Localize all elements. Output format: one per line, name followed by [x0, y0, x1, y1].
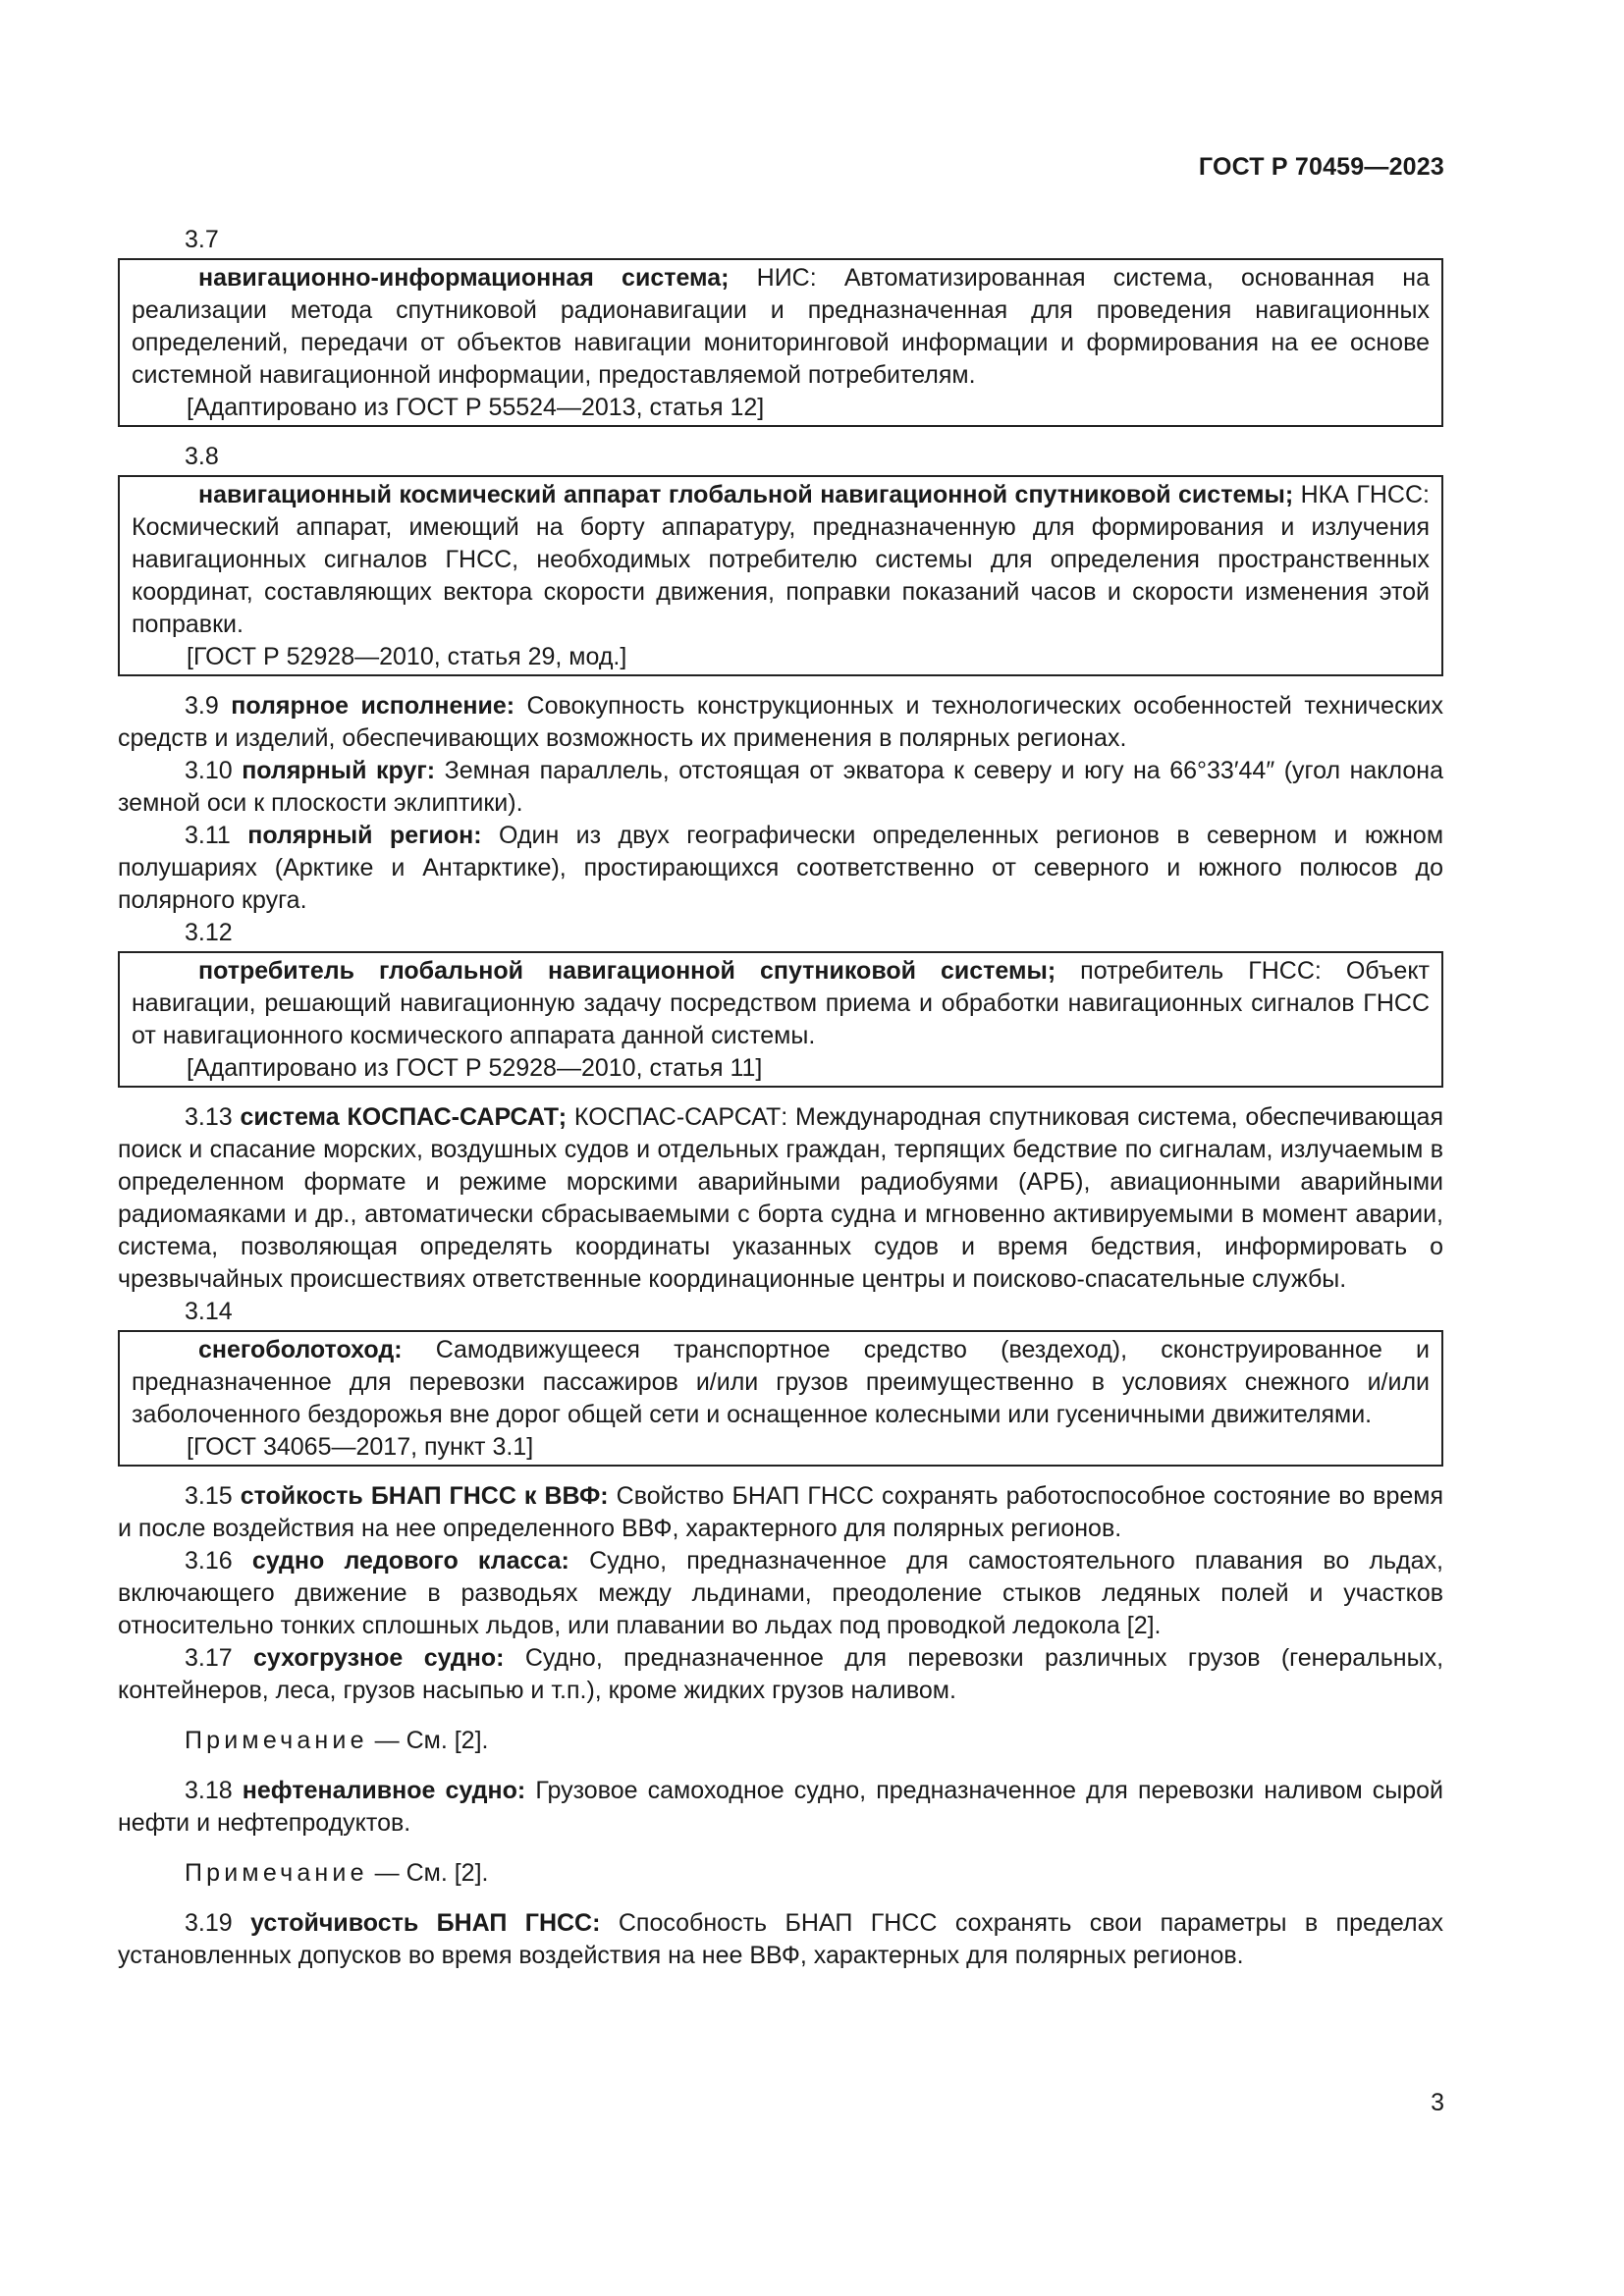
note-label-3-17: Примечание [185, 1727, 368, 1754]
clause-3-11 [118, 820, 1443, 917]
term-3-10: полярный круг: [242, 757, 436, 784]
clause-number-3-12: 3.12 [185, 919, 233, 946]
definition-3-12 [132, 955, 1430, 1052]
term-3-14: снегоболотоход: [198, 1336, 403, 1363]
source-3-14: [ГОСТ 34065—2017, пункт 3.1] [187, 1433, 534, 1461]
definition-text-3-19: Способность БНАП ГНСС сохранять свои параметры в пределах установленных допусков во время воздействия на нее ВВФ, характерных для полярных регионов. [118, 1909, 1443, 1969]
term-3-11: полярный регион: [247, 822, 482, 849]
term-3-13: система КОСПАС-САРСАТ; [240, 1103, 568, 1131]
term-3-9: полярное исполнение: [231, 692, 515, 720]
definition-text-3-14: Самодвижущееся транспортное средство (вездеход), сконструированное и предназначенное для перевозки пассажиров и/или грузов преимущественно в условиях снежного и/или заболоченного бездорожья вне дорог общей сети и оснащенное колесными или гусеничными движителями. [132, 1336, 1430, 1428]
definition-text-3-11: Один из двух географически определенных регионов в северном и южном полушариях (Арктике и Антарктике), простирающихся соответственно от северного и южного полюсов до полярного круга. [118, 822, 1444, 914]
source-3-7: [Адаптировано из ГОСТ Р 55524—2013, статья 12] [187, 394, 765, 421]
note-text-3-17: — См. [2]. [367, 1727, 489, 1754]
clause-3-16 [118, 1545, 1443, 1642]
definition-text-3-12: потребитель ГНСС: Объект навигации, решающий навигационную задачу посредством приема и обработки навигационных сигналов ГНСС от навигационного космического аппарата данной системы. [132, 957, 1430, 1049]
definition-3-7 [132, 262, 1430, 392]
clause-3-17 [118, 1642, 1443, 1707]
term-3-12: потребитель глобальной навигационной спутниковой системы; [198, 957, 1056, 985]
term-3-15: стойкость БНАП ГНСС к ВВФ: [240, 1482, 609, 1510]
source-3-12: [Адаптировано из ГОСТ Р 52928—2010, статья 11] [187, 1054, 763, 1082]
note-label-3-18: Примечание [185, 1859, 368, 1887]
document-id: ГОСТ Р 70459—2023 [1198, 153, 1444, 181]
definition-text-3-9: Совокупность конструкционных и технологических особенностей технических средств и изделий, обеспечивающих возможность их применения в полярных регионах. [118, 692, 1443, 752]
document-body [118, 224, 1443, 1972]
term-box-3-12 [118, 951, 1443, 1088]
term-3-18: нефтеналивное судно: [242, 1777, 526, 1804]
clause-number-3-11: 3.11 [185, 822, 248, 849]
definition-3-14 [132, 1334, 1430, 1431]
note-3-17 [118, 1725, 1443, 1757]
clause-number-3-19: 3.19 [185, 1909, 251, 1937]
term-3-8: навигационный космический аппарат глобальной навигационной спутниковой системы; [198, 481, 1294, 508]
clause-3-15 [118, 1480, 1443, 1545]
clause-number-3-10: 3.10 [185, 757, 243, 784]
clause-3-10 [118, 755, 1443, 820]
clause-number-3-9: 3.9 [185, 692, 232, 720]
term-box-3-14 [118, 1330, 1443, 1467]
term-3-19: устойчивость БНАП ГНСС: [250, 1909, 601, 1937]
term-box-3-7 [118, 258, 1443, 427]
clause-3-18 [118, 1775, 1443, 1840]
note-text-3-18: — См. [2]. [367, 1859, 489, 1887]
definition-text-3-16: Судно, предназначенное для самостоятельного плавания во льдах, включающего движение в разводьях между льдинами, преодоление стыков ледяных полей и участков относительно тонких сплошных льдов, или плавании во льдах под проводкой ледокола [2]. [118, 1547, 1443, 1639]
term-3-17: сухогрузное судно: [253, 1644, 505, 1672]
clause-number-3-7: 3.7 [185, 226, 219, 253]
definition-text-3-15: Свойство БНАП ГНСС сохранять работоспособное состояние во время и после воздействия на нее определенного ВВФ, характерного для полярных регионов. [118, 1482, 1443, 1542]
clause-3-19 [118, 1907, 1443, 1972]
definition-text-3-7: НИС: Автоматизированная система, основанная на реализации метода спутниковой радионавигации и предназначенная для проведения навигационных определений, передачи от объектов навигации мониторинговой информации и формирования на ее основе системной навигационной информации, предоставляемой потребителям. [132, 264, 1430, 389]
definition-text-3-10: Земная параллель, отстоящая от экватора к северу и югу на 66°33′44″ (угол наклона земной оси к плоскости эклиптики). [118, 757, 1443, 817]
clause-number-3-16: 3.16 [185, 1547, 252, 1575]
definition-text-3-13: КОСПАС-САРСАТ: Международная спутниковая система, обеспечивающая поиск и спасание морских, воздушных судов и отдельных граждан, терпящих бедствие по сигналам, излучаемым в определенном формате и режиме морскими аварийными радиобуями (АРБ), авиационными аварийными радиомаяками и др., автоматически сбрасываемыми с борта судна и мгновенно активируемыми в момент аварии, система, позволяющая определять координаты указанных судов и время бедствия, информировать о чрезвычайных происшествиях ответственные координационные центры и поисково-спасательные службы. [118, 1103, 1443, 1293]
term-box-3-8 [118, 475, 1443, 676]
term-3-7: навигационно-информационная система; [198, 264, 730, 292]
definition-3-8 [132, 479, 1430, 641]
clause-number-3-15: 3.15 [185, 1482, 241, 1510]
term-3-16: судно ледового класса: [251, 1547, 569, 1575]
definition-text-3-17: Судно, предназначенное для перевозки различных грузов (генеральных, контейнеров, леса, грузов насыпью и т.п.), кроме жидких грузов наливом. [118, 1644, 1444, 1704]
clause-number-3-18: 3.18 [185, 1777, 243, 1804]
clause-number-3-14: 3.14 [185, 1298, 233, 1325]
clause-number-3-13: 3.13 [185, 1103, 241, 1131]
page-number: 3 [1431, 2089, 1444, 2116]
definition-text-3-8: НКА ГНСС: Космический аппарат, имеющий на борту аппаратуру, предназначенную для формирования и излучения навигационных сигналов ГНСС, необходимых потребителю системы для определения пространственных координат, составляющих вектора скорости движения, поправки показаний часов и скорости изменения этой поправки. [132, 481, 1430, 638]
clause-number-3-8: 3.8 [185, 443, 219, 470]
clause-3-9 [118, 690, 1443, 755]
source-3-8: [ГОСТ Р 52928—2010, статья 29, мод.] [187, 643, 627, 670]
clause-number-3-17: 3.17 [185, 1644, 254, 1672]
definition-text-3-18: Грузовое самоходное судно, предназначенное для перевозки наливом сырой нефти и нефтепродуктов. [118, 1777, 1444, 1837]
clause-3-13 [118, 1101, 1443, 1296]
note-3-18 [118, 1857, 1443, 1890]
